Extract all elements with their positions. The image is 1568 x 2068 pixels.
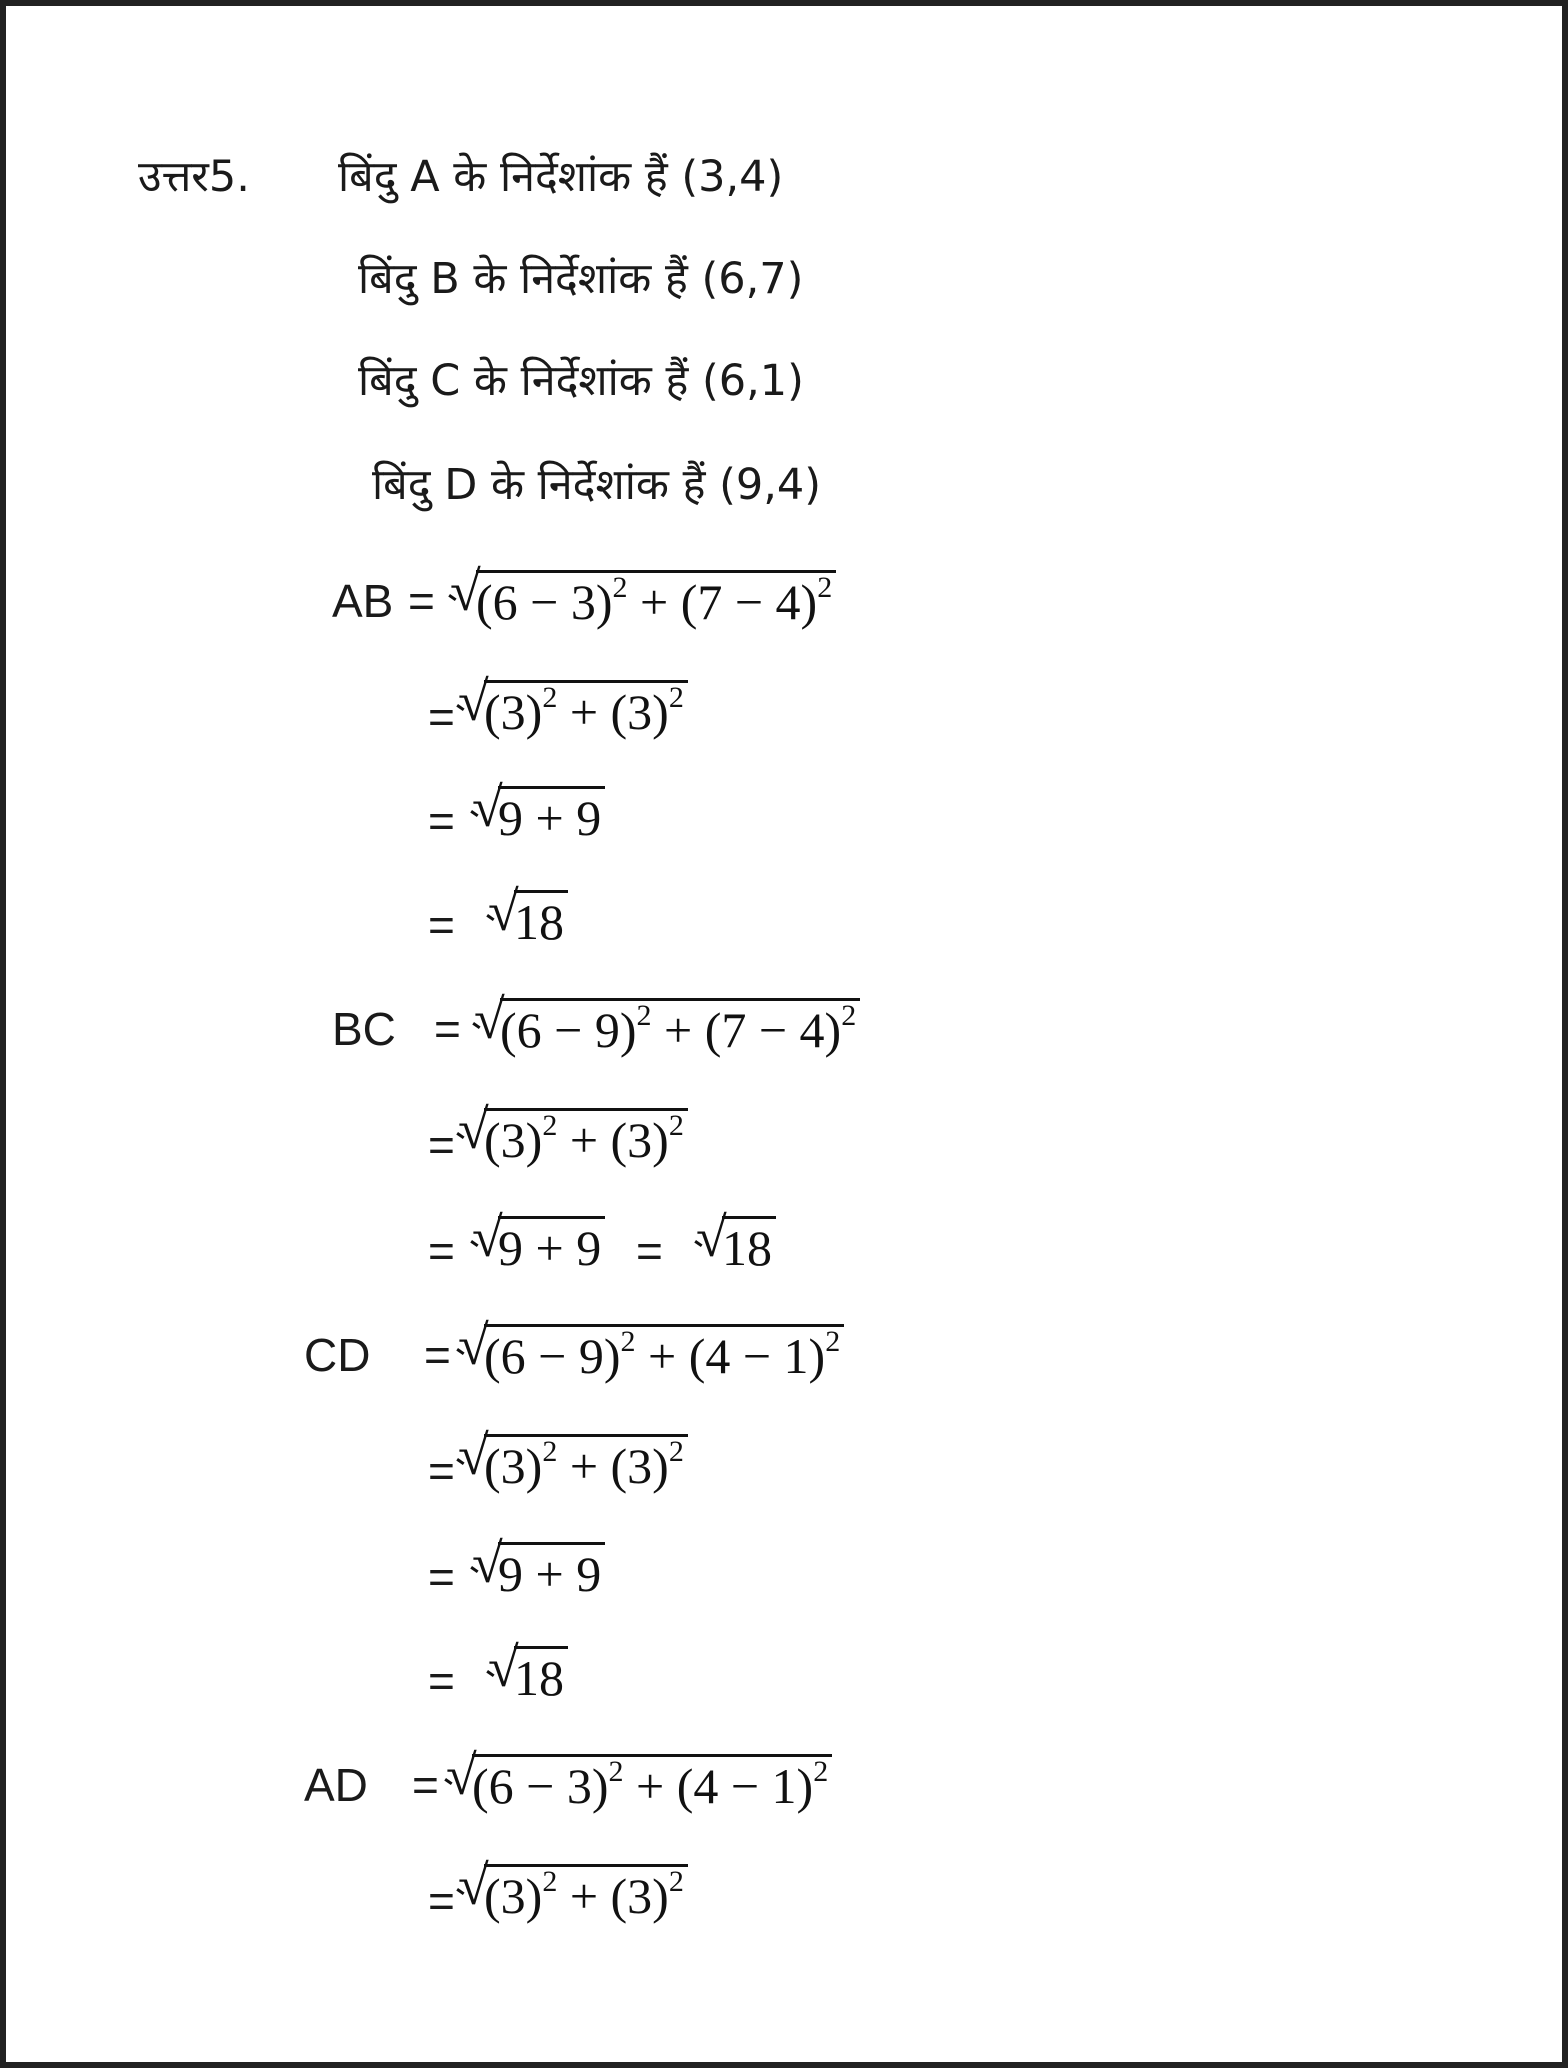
equals-sign: =	[434, 1003, 461, 1055]
formula-ab-step2: √ $(3)^2 + (3)^2$	[458, 680, 688, 737]
formula-cd-step3: √ 9 + 9	[472, 1542, 605, 1599]
equals-sign: =	[428, 795, 455, 847]
formula-ab-distance: √ $(6 - 3)^2 + (7 - 4)^2$	[450, 570, 836, 627]
equals-sign: =	[636, 1225, 663, 1277]
formula-bc-step3: √ 9 + 9	[472, 1216, 605, 1273]
equals-sign: =	[428, 1551, 455, 1603]
equals-sign: =	[412, 1759, 439, 1811]
point-d-coordinates: बिंदु D के निर्देशांक हैं (9,4)	[372, 460, 822, 510]
point-b-coordinates: बिंदु B के निर्देशांक हैं (6,7)	[358, 254, 804, 304]
equals-sign: =	[428, 1225, 455, 1277]
formula-cd-distance: √ $(6 - 9)^2 + (4 - 1)^2$	[458, 1324, 844, 1381]
label-ad: AD	[304, 1759, 368, 1811]
label-bc: BC	[332, 1003, 396, 1055]
equals-sign: =	[428, 1655, 455, 1707]
equals-sign: =	[408, 575, 435, 627]
equals-sign: =	[428, 899, 455, 951]
point-a-coordinates: बिंदु A के निर्देशांक हैं (3,4)	[338, 152, 784, 202]
formula-ad-step2: √ $(3)^2 + (3)^2$	[458, 1864, 688, 1921]
formula-bc-result: √ 18	[696, 1216, 776, 1273]
formula-cd-result: √ 18	[488, 1646, 568, 1703]
formula-bc-step2: √ $(3)^2 + (3)^2$	[458, 1108, 688, 1165]
equals-sign: =	[428, 691, 455, 743]
point-c-coordinates: बिंदु C के निर्देशांक हैं (6,1)	[358, 356, 804, 406]
equals-sign: =	[428, 1445, 455, 1497]
answer-label: उत्तर5.	[138, 152, 250, 202]
formula-bc-distance: √ $(6 - 9)^2 + (7 - 4)^2$	[474, 998, 860, 1055]
formula-cd-step2: √ $(3)^2 + (3)^2$	[458, 1434, 688, 1491]
formula-ad-distance: √ $(6 - 3)^2 + (4 - 1)^2$	[446, 1754, 832, 1811]
label-ab: AB	[332, 575, 394, 627]
formula-ab-result: √ 18	[488, 890, 568, 947]
equals-sign: =	[428, 1119, 455, 1171]
equals-sign: =	[428, 1875, 455, 1927]
equals-sign: =	[424, 1329, 451, 1381]
formula-ab-step3: √ 9 + 9	[472, 786, 605, 843]
label-cd: CD	[304, 1329, 371, 1381]
